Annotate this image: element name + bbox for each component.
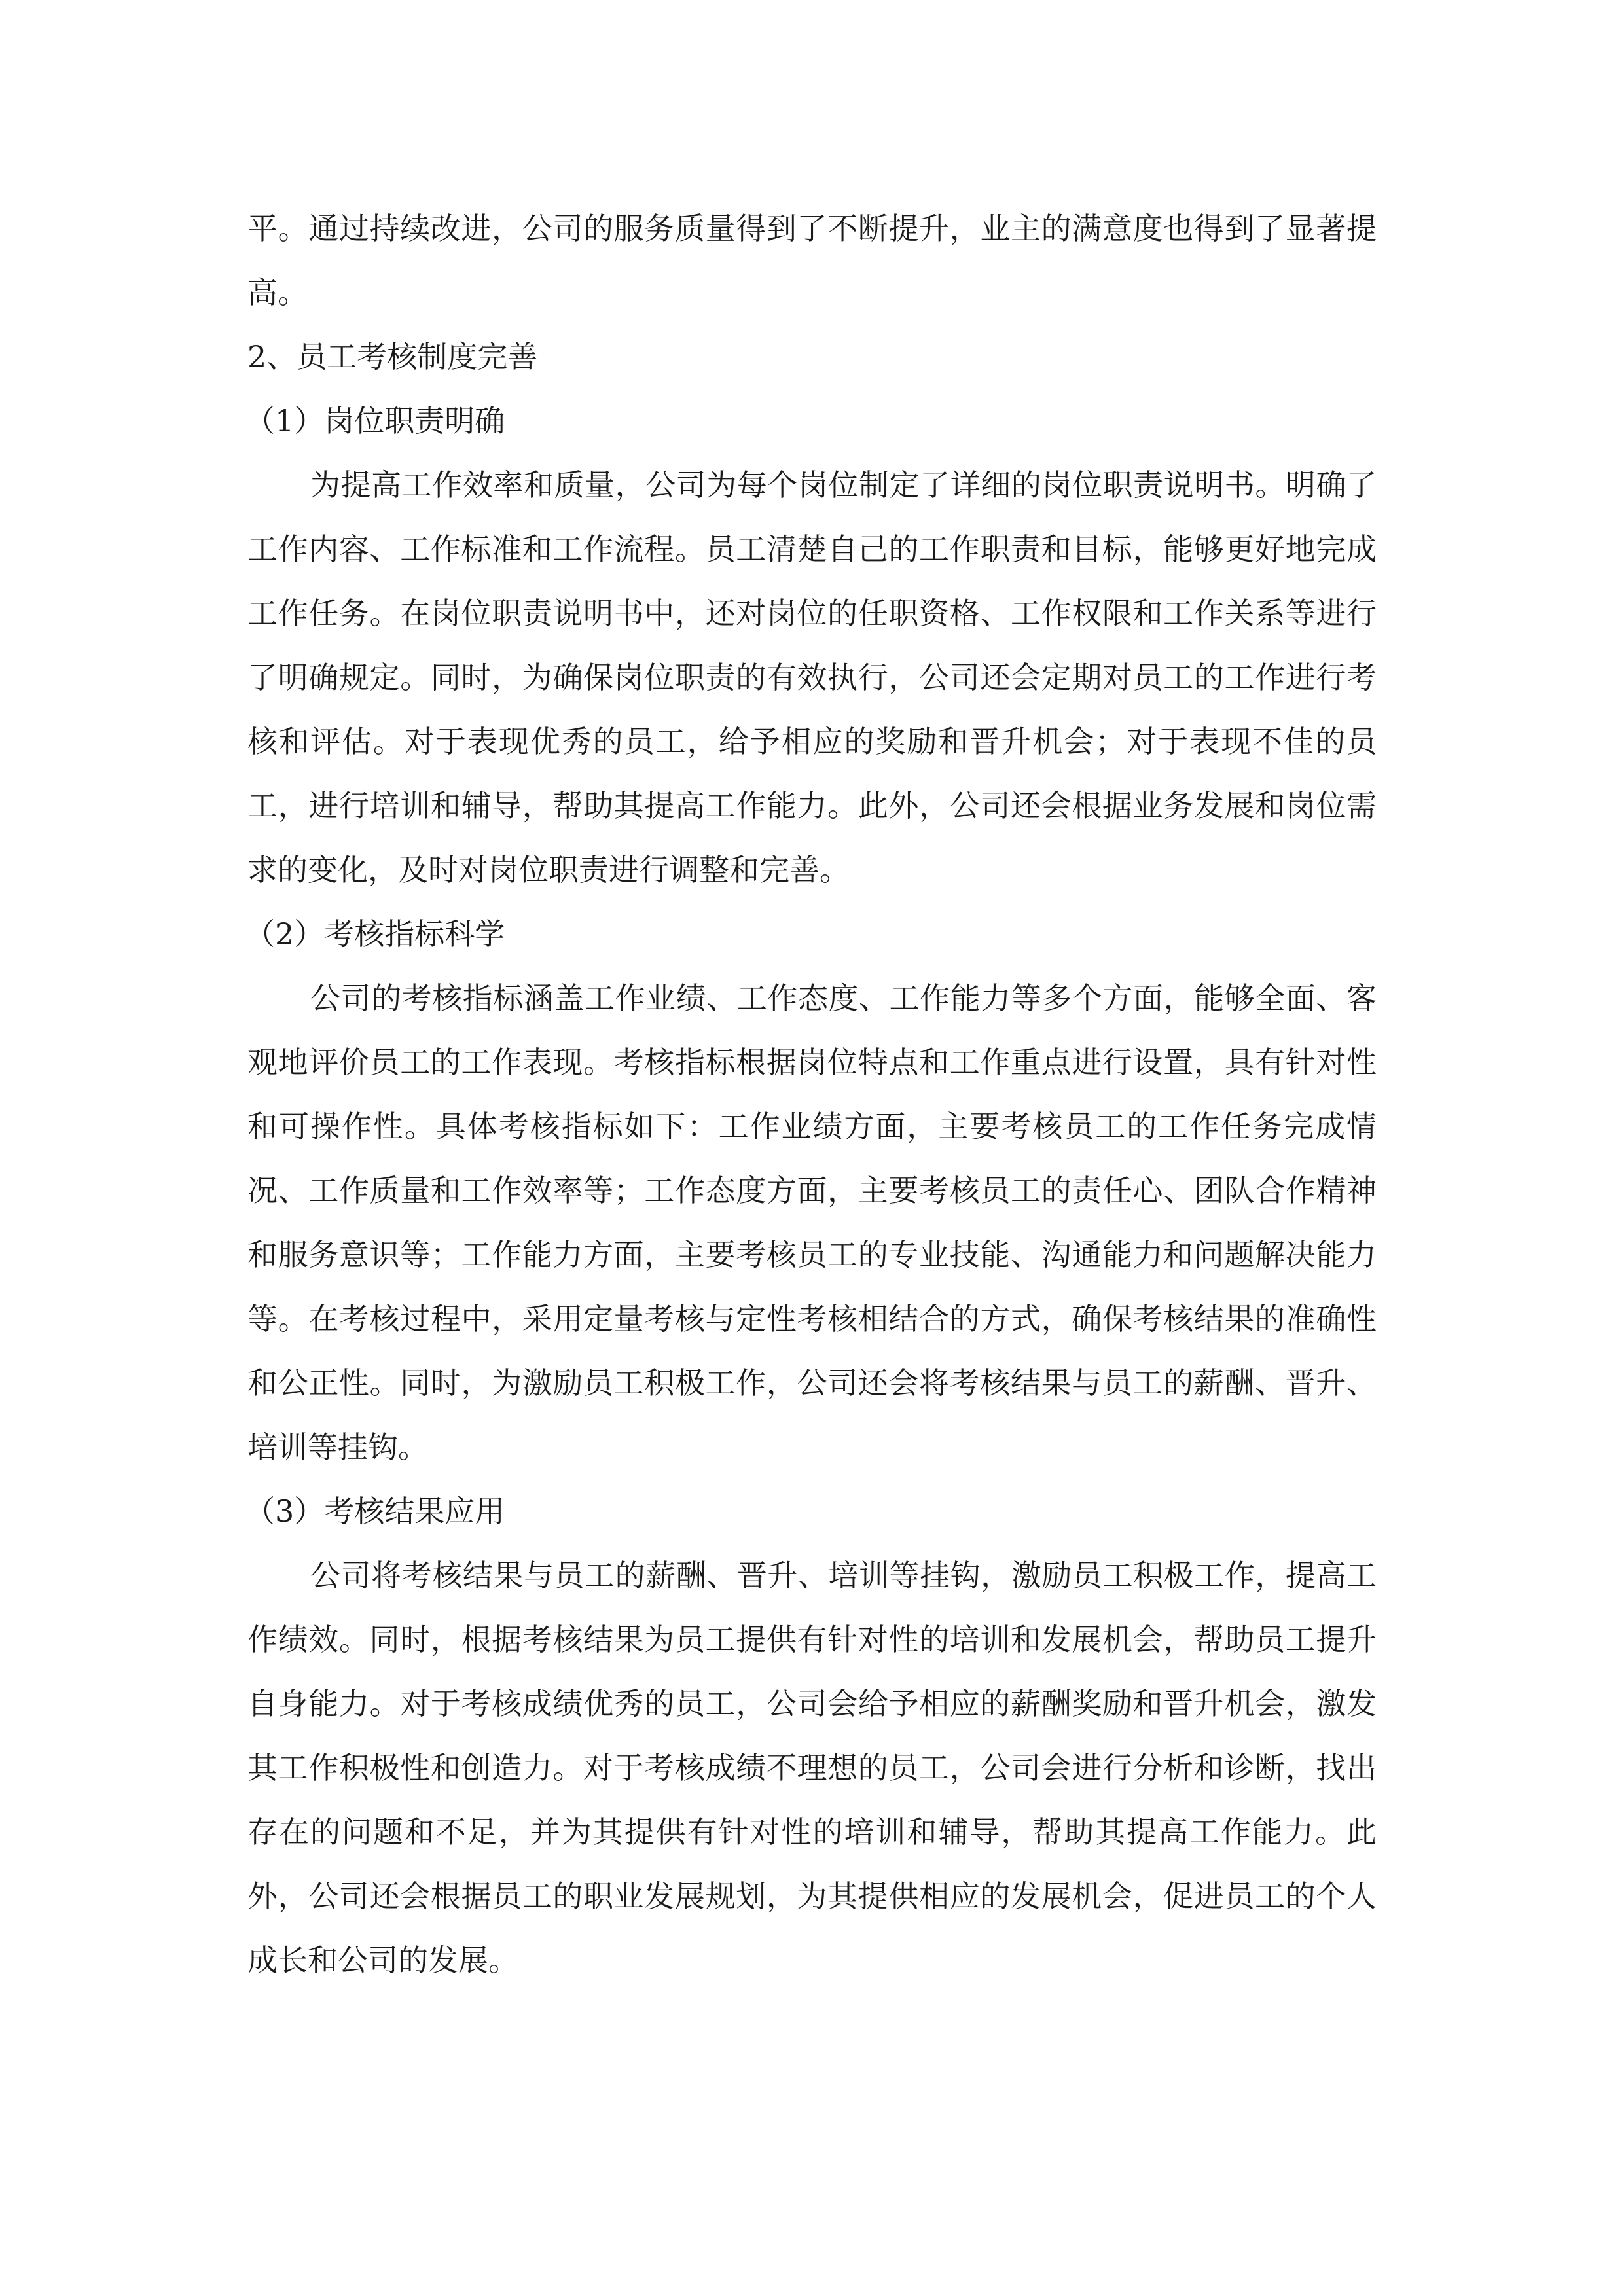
subsection-heading-1: （1）岗位职责明确	[245, 403, 505, 439]
opening-paragraph: 平。通过持续改进，公司的服务质量得到了不断提升，业主的满意度也得到了显著提高。	[247, 211, 1377, 310]
section-heading: 2、员工考核制度完善	[247, 339, 538, 374]
subsection-body-3: 公司将考核结果与员工的薪酬、晋升、培训等挂钩，激励员工积极工作，提高工作绩效。同时，根据考核结果为员工提供有针对性的培训和发展机会，帮助员工提升自身能力。对于考核成绩优秀的员工，公司会给予相应的薪酬奖励和晋升机会，激发其工作积极性和创造力。对于考核成绩不理想的员工，公司会进行分析和诊断，找出存在的问题和不足，并为其提供有针对性的培训和辅导，帮助其提高工作能力。此外，公司还会根据员工的职业发展规划，为其提供相应的发展机会，促进员工的个人成长和公司的发展。	[247, 1558, 1377, 1978]
document-body	[247, 196, 1377, 1992]
subsection-body-1: 为提高工作效率和质量，公司为每个岗位制定了详细的岗位职责说明书。明确了工作内容、工作标准和工作流程。员工清楚自己的工作职责和目标，能够更好地完成工作任务。在岗位职责说明书中，还对岗位的任职资格、工作权限和工作关系等进行了明确规定。同时，为确保岗位职责的有效执行，公司还会定期对员工的工作进行考核和评估。对于表现优秀的员工，给予相应的奖励和晋升机会；对于表现不佳的员工，进行培训和辅导，帮助其提高工作能力。此外，公司还会根据业务发展和岗位需求的变化，及时对岗位职责进行调整和完善。	[247, 467, 1377, 888]
subsection-heading-2: （2）考核指标科学	[245, 916, 505, 952]
subsection-body-2: 公司的考核指标涵盖工作业绩、工作态度、工作能力等多个方面，能够全面、客观地评价员工的工作表现。考核指标根据岗位特点和工作重点进行设置，具有针对性和可操作性。具体考核指标如下：工作业绩方面，主要考核员工的工作任务完成情况、工作质量和工作效率等；工作态度方面，主要考核员工的责任心、团队合作精神和服务意识等；工作能力方面，主要考核员工的专业技能、沟通能力和问题解决能力等。在考核过程中，采用定量考核与定性考核相结合的方式，确保考核结果的准确性和公正性。同时，为激励员工积极工作，公司还会将考核结果与员工的薪酬、晋升、培训等挂钩。	[247, 980, 1377, 1465]
subsection-heading-3: （3）考核结果应用	[245, 1494, 505, 1529]
